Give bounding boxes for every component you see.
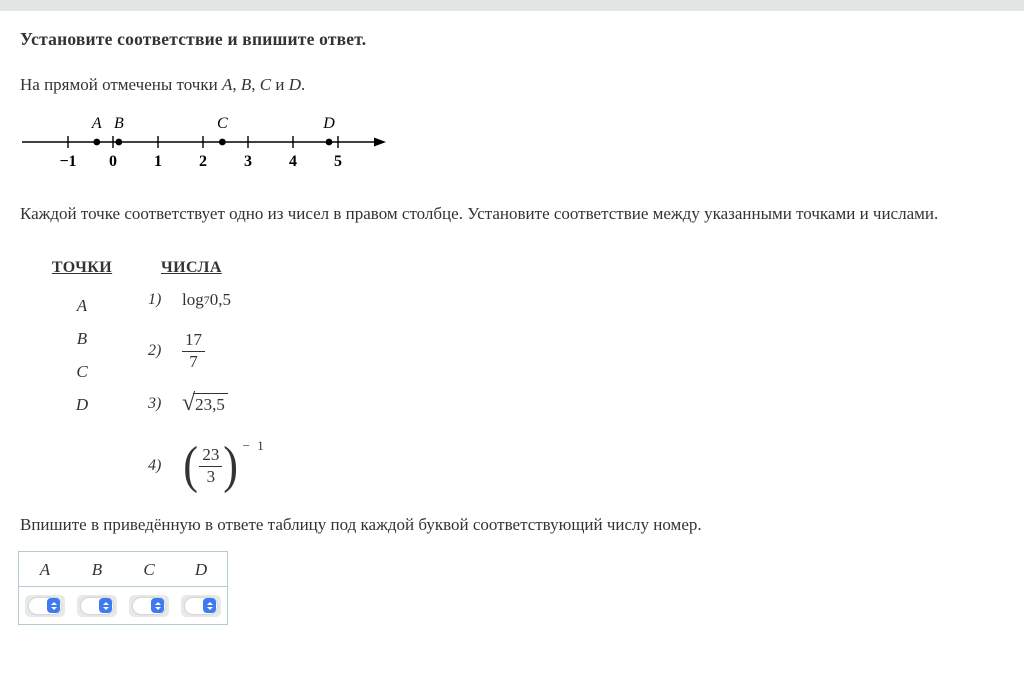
point-label: A: [91, 115, 102, 132]
top-bar: [0, 0, 1024, 11]
axis-arrow-icon: [374, 138, 386, 147]
point-dot: [219, 139, 226, 146]
point-b-label: B: [240, 75, 252, 94]
up-arrow-icon: [103, 602, 109, 605]
point-c-label: C: [259, 75, 272, 94]
list-item-point-b: B: [76, 329, 88, 348]
option-4-index: 4): [148, 457, 162, 474]
answer-header-b: B: [91, 560, 103, 579]
tick-label: 2: [199, 153, 207, 170]
number-option-4: [148, 429, 266, 503]
points-list: [38, 289, 126, 421]
down-arrow-icon: [103, 607, 109, 610]
list-item-point-c: C: [76, 362, 88, 381]
point-label: C: [217, 115, 228, 132]
tick-label: 5: [334, 153, 342, 170]
points-column: [38, 259, 126, 503]
point-d-label: D: [288, 75, 301, 94]
up-down-stepper-icon: [47, 598, 60, 613]
point-dot: [93, 139, 100, 146]
point-dot: [326, 139, 333, 146]
tick-label: 3: [244, 153, 252, 170]
exercise-page: [0, 29, 1024, 625]
tick-label: 4: [289, 153, 297, 170]
answer-select-b[interactable]: [77, 595, 117, 617]
list-item-point-d: D: [75, 395, 89, 414]
points-column-header: ТОЧКИ: [51, 259, 113, 276]
up-down-stepper-icon: [151, 598, 164, 613]
sqrt-expression: √ 23,5: [182, 393, 228, 415]
number-option-2: [148, 327, 266, 375]
page-title: Установите соответствие и впишите ответ.: [20, 29, 367, 49]
number-option-1: [148, 287, 266, 313]
list-item-point-a: A: [76, 296, 88, 315]
numbers-column-header: ЧИСЛА: [161, 259, 222, 276]
answer-table: [18, 551, 228, 625]
numbers-list: [148, 287, 266, 503]
number-option-3: [148, 389, 266, 419]
matching-section: [38, 259, 1004, 503]
up-arrow-icon: [155, 602, 161, 605]
option-1-index: 1): [148, 291, 162, 308]
log-expression: log 7 0,5: [182, 290, 231, 309]
answer-select-a[interactable]: [25, 595, 65, 617]
tick-label: −1: [59, 153, 77, 170]
up-arrow-icon: [51, 602, 57, 605]
answer-select-c[interactable]: [129, 595, 169, 617]
exponent: − 1: [242, 438, 266, 453]
down-arrow-icon: [155, 607, 161, 610]
down-arrow-icon: [51, 607, 57, 610]
intro-text: На прямой отмечены точки: [20, 75, 222, 94]
point-label: B: [113, 115, 124, 132]
up-down-stepper-icon: [203, 598, 216, 613]
number-line-svg: [22, 112, 394, 170]
up-arrow-icon: [207, 602, 213, 605]
number-line: [22, 112, 394, 170]
up-down-stepper-icon: [99, 598, 112, 613]
answer-header-a: A: [39, 560, 51, 579]
point-label: D: [323, 115, 335, 132]
answer-table-header-row: [19, 552, 227, 587]
tick-label: 0: [109, 153, 117, 170]
radical-icon: √: [182, 389, 196, 416]
numbers-column: [148, 259, 266, 503]
powered-fraction-expression: ( $\frac{23}{3}$ ) $^{- 1}$: [183, 437, 266, 494]
task-paragraph: Каждой точке соответствует одно из чисел в правом столбце. Установите соответствие между указанными точками и числами.: [20, 204, 939, 223]
intro-sentence: На прямой отмечены точки A, B, C и D.: [20, 75, 306, 94]
point-dot: [115, 139, 122, 146]
answer-header-c: C: [143, 560, 155, 579]
tick-label: 1: [154, 153, 162, 170]
point-a-label: A: [221, 75, 233, 94]
answer-select-d[interactable]: [181, 595, 221, 617]
option-3-index: 3): [148, 395, 162, 412]
answer-table-select-row: [19, 587, 227, 624]
answer-header-d: D: [194, 560, 208, 579]
fill-instruction: Впишите в приведённую в ответе таблицу под каждой буквой соответствующий числу номер.: [20, 515, 702, 534]
option-2-index: 2): [148, 342, 162, 359]
fraction-expression: $\frac{17}{7}$: [182, 331, 205, 371]
down-arrow-icon: [207, 607, 213, 610]
